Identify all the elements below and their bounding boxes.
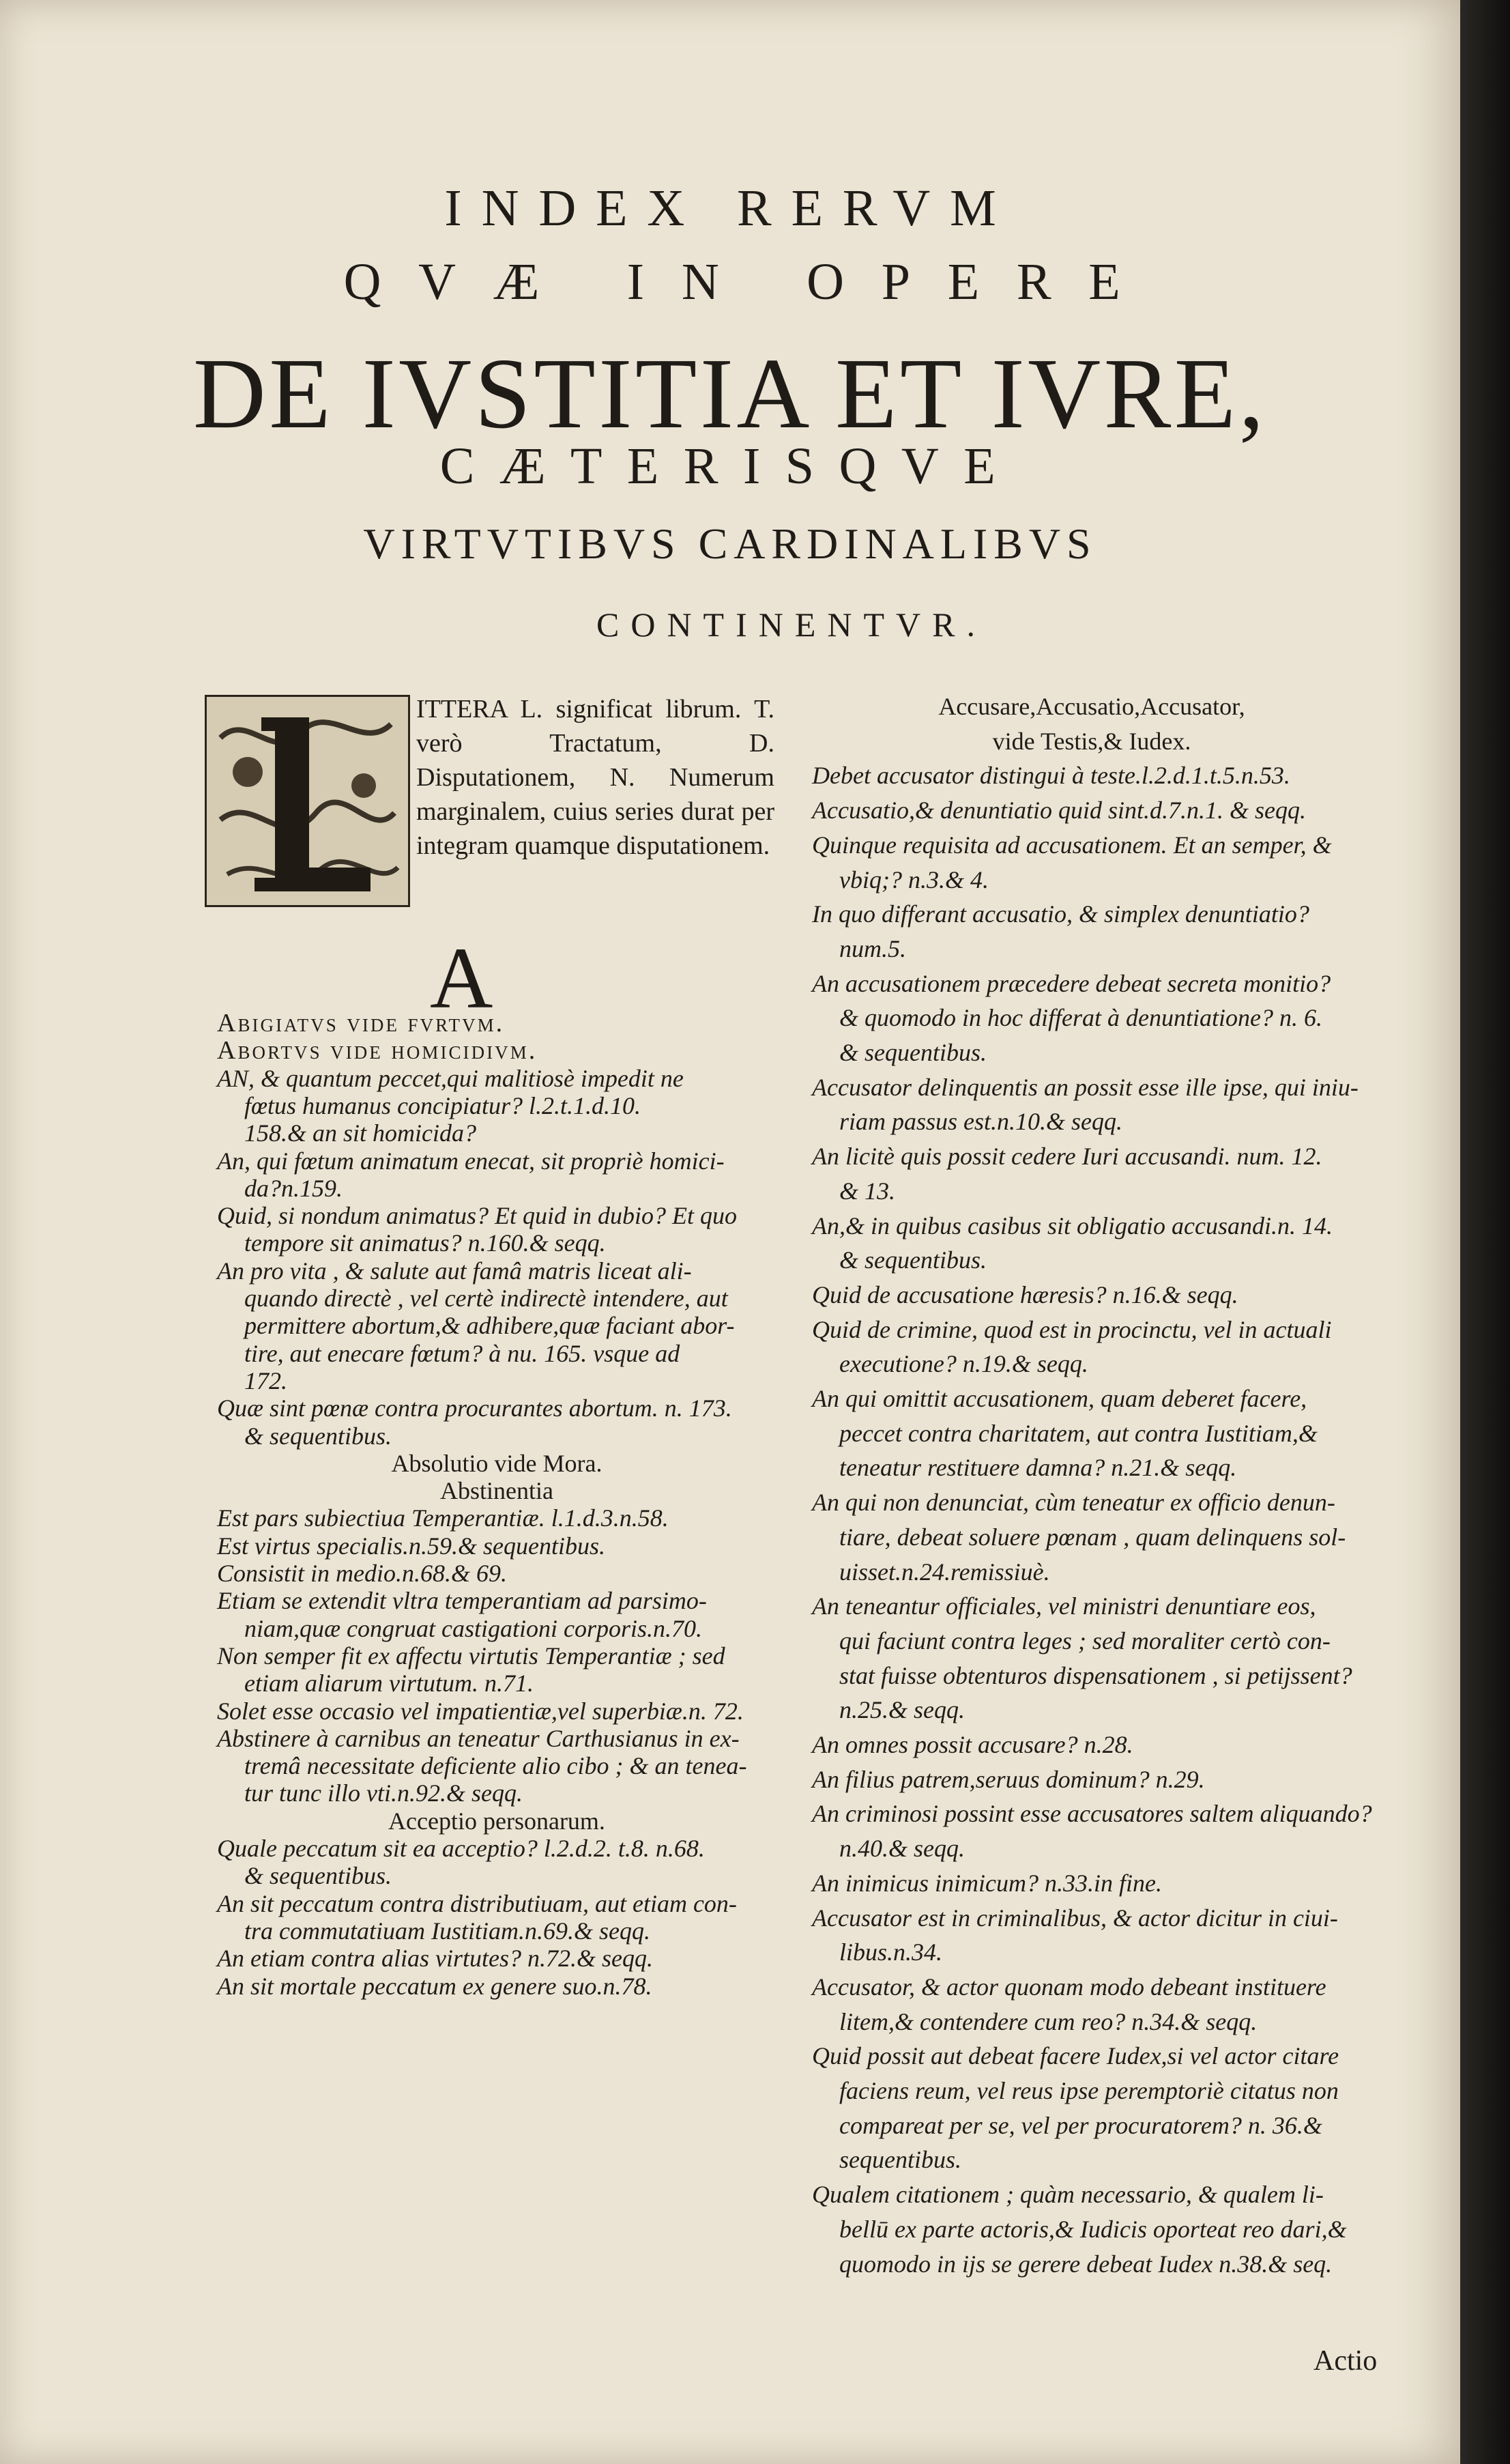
index-line: n.25.& seqq. bbox=[839, 1696, 965, 1724]
index-line: In quo differant accusatio, & simplex denuntiatio? bbox=[812, 900, 1309, 928]
index-line: Solet esse occasio vel impatientiæ,vel superbiæ.n. 72. bbox=[217, 1697, 744, 1725]
index-line: Quinque requisita ad accusationem. Et an semper, & bbox=[812, 831, 1332, 859]
index-line: qui faciunt contra leges ; sed moraliter certò con- bbox=[839, 1627, 1331, 1654]
index-line: Quæ sint pœnæ contra procurantes abortum. n. 173. bbox=[217, 1394, 732, 1422]
index-line: Abigiatvs vide fvrtvm. bbox=[217, 1009, 505, 1037]
index-line: Quale peccatum sit ea acceptio? l.2.d.2. t.8. n.68. bbox=[217, 1835, 705, 1862]
index-line: Quid, si nondum animatus? Et quid in dubio? Et quo bbox=[217, 1202, 738, 1230]
index-line: An licitè quis possit cedere Iuri accusandi. num. 12. bbox=[812, 1143, 1322, 1171]
index-line: riam passus est.n.10.& seqq. bbox=[839, 1108, 1123, 1136]
index-line: vbiq;? n.3.& 4. bbox=[839, 865, 989, 893]
title-line-6: CONTINENTVR. bbox=[596, 605, 987, 644]
index-line: 172. bbox=[244, 1366, 287, 1394]
index-line: An sit mortale peccatum ex genere suo.n.78. bbox=[217, 1972, 652, 2000]
intro-text: ITTERA L. significat librum. T. verò Tractatum, D. Disputationem, N. Numerum marginalem, cuius series durat per integram quamque disputationem. bbox=[416, 695, 774, 860]
index-line: Etiam se extendit vltra temperantiam ad parsimo- bbox=[217, 1587, 707, 1615]
index-line: tempore sit animatus? n.160.& seqq. bbox=[244, 1229, 606, 1257]
index-line: etiam aliarum virtutum. n.71. bbox=[244, 1670, 534, 1697]
index-line: & sequentibus. bbox=[244, 1862, 392, 1890]
index-line: An sit peccatum contra distributiuam, aut etiam con- bbox=[217, 1889, 737, 1917]
index-line: Non semper fit ex affectu virtutis Temperantiæ ; sed bbox=[217, 1642, 725, 1670]
index-line: tire, aut enecare fœtum? à nu. 165. vsque ad bbox=[244, 1339, 680, 1367]
index-line: Accusator delinquentis an possit esse ille ipse, qui iniu- bbox=[812, 1073, 1359, 1101]
index-line: tur tunc illo vti.n.92.& seqq. bbox=[244, 1779, 523, 1807]
index-line: An criminosi possint esse accusatores saltem aliquando? bbox=[812, 1800, 1372, 1828]
index-line: fœtus humanus concipiatur? l.2.t.1.d.10. bbox=[244, 1091, 641, 1119]
index-line: stat fuisse obtenturos dispensationem , si petijssent? bbox=[839, 1661, 1352, 1689]
index-line: num.5. bbox=[839, 934, 906, 962]
index-line: permittere abortum,& adhibere,quæ faciant abor- bbox=[244, 1312, 735, 1340]
index-line: An omnes possit accusare? n.28. bbox=[812, 1731, 1133, 1758]
index-line: n.40.& seqq. bbox=[839, 1835, 965, 1863]
index-line: Abortvs vide homicidivm. bbox=[217, 1036, 538, 1065]
index-line: & sequentibus. bbox=[244, 1422, 392, 1450]
index-line: Accusatio,& denuntiatio quid sint.d.7.n.1. & seqq. bbox=[812, 797, 1306, 825]
title-line-2: QVÆ IN OPERE bbox=[343, 253, 1158, 311]
index-line: quando directè , vel certè indirectè intendere, aut bbox=[244, 1285, 728, 1312]
index-line: 158.& an sit homicida? bbox=[244, 1119, 476, 1147]
index-line: niam,quæ congruat castigationi corporis.n.70. bbox=[244, 1614, 703, 1642]
index-line: libus.n.34. bbox=[839, 1938, 943, 1966]
index-line: Est virtus specialis.n.59.& sequentibus. bbox=[217, 1532, 605, 1560]
index-line: An pro vita , & salute aut famâ matris liceat ali- bbox=[217, 1257, 692, 1285]
index-line: compareat per se, vel per procuratorem? n. 36.& bbox=[839, 2111, 1322, 2139]
ornament-icon bbox=[207, 697, 408, 905]
index-line: Absolutio vide Mora. bbox=[391, 1449, 602, 1477]
index-line: Accusator, & actor quonam modo debeant instituere bbox=[812, 1973, 1326, 2001]
index-line: litem,& contendere cum reo? n.34.& seqq. bbox=[839, 2007, 1258, 2035]
index-line: An accusationem præcedere debeat secreta monitio? bbox=[812, 969, 1331, 997]
index-line: An,& in quibus casibus sit obligatio accusandi.n. 14. bbox=[812, 1212, 1333, 1240]
index-line: AN, & quantum peccet,qui malitiosè impedit ne bbox=[217, 1064, 684, 1092]
index-line: Acceptio personarum. bbox=[388, 1807, 605, 1835]
index-line: faciens reum, vel reus ipse peremptoriè citatus non bbox=[839, 2077, 1339, 2104]
decorated-initial-L bbox=[205, 695, 410, 907]
index-line: & sequentibus. bbox=[839, 1246, 987, 1274]
title-line-5: VIRTVTIBVS CARDINALIBVS bbox=[363, 519, 1097, 568]
index-line: & quomodo in hoc differat à denuntiatione? n. 6. bbox=[839, 1004, 1322, 1032]
index-line: Est pars subiectiua Temperantiæ. l.1.d.3.n.58. bbox=[217, 1504, 669, 1532]
index-line: tra commutatiuam Iustitiam.n.69.& seqq. bbox=[244, 1917, 650, 1945]
index-line: An qui omittit accusationem, quam deberet facere, bbox=[812, 1385, 1307, 1412]
index-line: tiare, debeat soluere pœnam , quam delinquens sol- bbox=[839, 1523, 1346, 1551]
index-line: An, qui fœtum animatum enecat, sit propriè homici- bbox=[217, 1147, 725, 1175]
catchword: Actio bbox=[1313, 2345, 1378, 2377]
index-line: Consistit in medio.n.68.& 69. bbox=[217, 1560, 508, 1587]
index-line: & 13. bbox=[839, 1177, 896, 1205]
index-line: Abstinentia bbox=[440, 1477, 553, 1505]
index-line: Debet accusator distingui à teste.l.2.d.1.t.5.n.53. bbox=[812, 762, 1290, 790]
index-line: Accusator est in criminalibus, & actor dicitur in ciui- bbox=[812, 1904, 1338, 1932]
index-line: Abstinere à carnibus an teneatur Carthusianus in ex- bbox=[217, 1724, 740, 1752]
index-line: An inimicus inimicum? n.33.in fine. bbox=[812, 1869, 1162, 1897]
index-line: An teneantur officiales, vel ministri denuntiare eos, bbox=[812, 1592, 1316, 1620]
index-line: teneatur restituere damna? n.21.& seqq. bbox=[839, 1454, 1237, 1482]
index-line: quomodo in ijs se gerere debeat Iudex n.38.& seq. bbox=[839, 2250, 1333, 2278]
index-line: tremâ necessitate deficiente alio cibo ; & an tenea- bbox=[244, 1752, 747, 1780]
index-line: An filius patrem,seruus dominum? n.29. bbox=[812, 1765, 1205, 1793]
title-line-4: CÆTERISQVE bbox=[439, 438, 1021, 495]
index-line: & sequentibus. bbox=[839, 1039, 987, 1066]
index-line: Accusare,Accusatio,Accusator, bbox=[938, 693, 1245, 720]
index-line: executione? n.19.& seqq. bbox=[839, 1350, 1088, 1378]
index-line: Quid de accusatione hæresis? n.16.& seqq. bbox=[812, 1280, 1238, 1308]
index-line: uisset.n.24.remissiuè. bbox=[839, 1558, 1050, 1586]
section-letter: A bbox=[430, 930, 493, 1027]
index-line: bellū ex parte actoris,& Iudicis oporteat reo dari,& bbox=[839, 2215, 1347, 2243]
index-line: Quid possit aut debeat facere Iudex,si vel actor citare bbox=[812, 2042, 1339, 2070]
index-line: Qualem citationem ; quàm necessario, & qualem li- bbox=[812, 2181, 1324, 2209]
title-line-1: INDEX RERVM bbox=[444, 180, 1016, 237]
index-line: da?n.159. bbox=[244, 1174, 343, 1202]
index-line: An qui non denunciat, cùm teneatur ex officio denun- bbox=[812, 1489, 1335, 1517]
title-line-3: DE IVSTITIA ET IVRE, bbox=[192, 338, 1268, 450]
index-line: vide Testis,& Iudex. bbox=[992, 727, 1191, 755]
index-line: An etiam contra alias virtutes? n.72.& seqq. bbox=[217, 1945, 653, 1973]
index-line: Quid de crimine, quod est in procinctu, vel in actuali bbox=[812, 1315, 1332, 1343]
index-line: peccet contra charitatem, aut contra Iustitiam,& bbox=[839, 1419, 1318, 1447]
index-line: sequentibus. bbox=[839, 2146, 961, 2174]
page-edge bbox=[1460, 0, 1510, 2464]
